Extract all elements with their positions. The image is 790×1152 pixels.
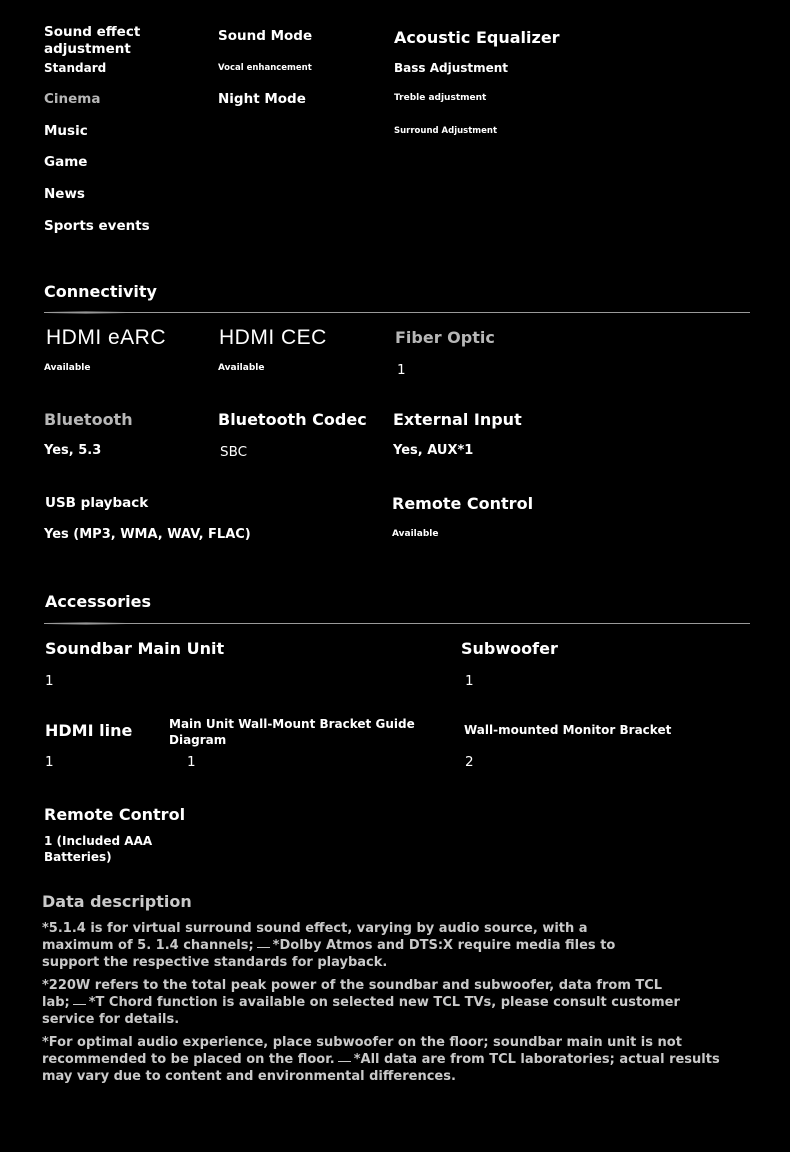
sound-effect-news: News <box>44 186 85 202</box>
usb-playback-value: Yes (MP3, WMA, WAV, FLAC) <box>44 527 251 542</box>
sound-effect-cinema: Cinema <box>44 91 101 107</box>
accessories-divider <box>44 623 750 624</box>
external-input-value: Yes, AUX*1 <box>393 443 474 458</box>
note-separator <box>257 947 270 948</box>
subwoofer-label: Subwoofer <box>461 639 558 658</box>
data-note-1b: *Dolby Atmos and DTS:X require media files to support the respective standards for playback. <box>42 938 616 970</box>
hdmi-earc-label: HDMI eARC <box>46 326 167 349</box>
sound-mode-vocal: Vocal enhancement <box>218 63 312 73</box>
main-unit-value: 1 <box>45 673 54 689</box>
equalizer-treble: Treble adjustment <box>394 93 487 103</box>
bluetooth-label: Bluetooth <box>44 410 133 429</box>
data-note-3b: *All data are from TCL laboratories; actual results may vary due to content and environmental differences. <box>42 1052 720 1084</box>
connectivity-title: Connectivity <box>44 282 157 301</box>
bracket-guide-value: 1 <box>187 754 196 770</box>
data-note-3a: *For optimal audio experience, place subwoofer on the floor; soundbar main unit is not recommended to be placed on the floor. <box>42 1035 682 1067</box>
data-note-3 <box>42 1034 732 1085</box>
connectivity-divider-highlight <box>46 311 126 314</box>
monitor-bracket-label: Wall-mounted Monitor Bracket <box>464 723 672 737</box>
hdmi-cec-value: Available <box>218 363 265 373</box>
accessories-divider-highlight <box>46 622 126 625</box>
usb-playback-label: USB playback <box>45 495 149 511</box>
equalizer-bass: Bass Adjustment <box>394 61 509 75</box>
note-separator <box>73 1004 86 1005</box>
acoustic-equalizer-title: Acoustic Equalizer <box>394 28 560 47</box>
sound-effect-title: Sound effect adjustment <box>44 24 141 57</box>
remote-control-label: Remote Control <box>392 494 534 513</box>
monitor-bracket-value: 2 <box>465 754 474 770</box>
bluetooth-value: Yes, 5.3 <box>44 443 102 458</box>
accessory-remote-label: Remote Control <box>44 805 186 824</box>
sound-effect-sports: Sports events <box>44 218 150 234</box>
remote-control-value: Available <box>392 529 439 539</box>
equalizer-surround: Surround Adjustment <box>394 126 498 136</box>
hdmi-line-label: HDMI line <box>45 721 133 740</box>
bluetooth-codec-label: Bluetooth Codec <box>218 410 367 429</box>
data-note-1a: *5.1.4 is for virtual surround sound effect, varying by audio source, with a maximum of 5. 1.4 channels; <box>42 921 588 953</box>
accessories-title: Accessories <box>45 592 151 611</box>
data-note-2b: *T Chord function is available on selected new TCL TVs, please consult customer service for details. <box>42 995 680 1027</box>
sound-effect-standard: Standard <box>44 61 107 75</box>
sound-effect-game: Game <box>44 154 88 170</box>
sound-mode-title: Sound Mode <box>218 28 313 44</box>
note-separator <box>338 1061 351 1062</box>
hdmi-earc-value: Available <box>44 363 91 373</box>
data-note-2a: *220W refers to the total peak power of the soundbar and subwoofer, data from TCL lab; <box>42 978 663 1010</box>
main-unit-label: Soundbar Main Unit <box>45 639 225 658</box>
bluetooth-codec-value: SBC <box>220 444 248 460</box>
data-description-title: Data description <box>42 892 192 911</box>
sound-effect-music: Music <box>44 123 88 139</box>
subwoofer-value: 1 <box>465 673 474 689</box>
data-note-1 <box>42 920 662 971</box>
hdmi-cec-label: HDMI CEC <box>219 326 327 349</box>
external-input-label: External Input <box>393 410 522 429</box>
data-note-2 <box>42 977 694 1028</box>
fiber-optic-value: 1 <box>397 362 406 378</box>
sound-mode-night: Night Mode <box>218 91 306 107</box>
connectivity-divider <box>44 312 750 313</box>
hdmi-line-value: 1 <box>45 754 54 770</box>
accessory-remote-value: 1 (Included AAA Batteries) <box>44 834 153 864</box>
fiber-optic-label: Fiber Optic <box>395 328 495 347</box>
bracket-guide-label: Main Unit Wall-Mount Bracket Guide Diagram <box>169 717 415 747</box>
